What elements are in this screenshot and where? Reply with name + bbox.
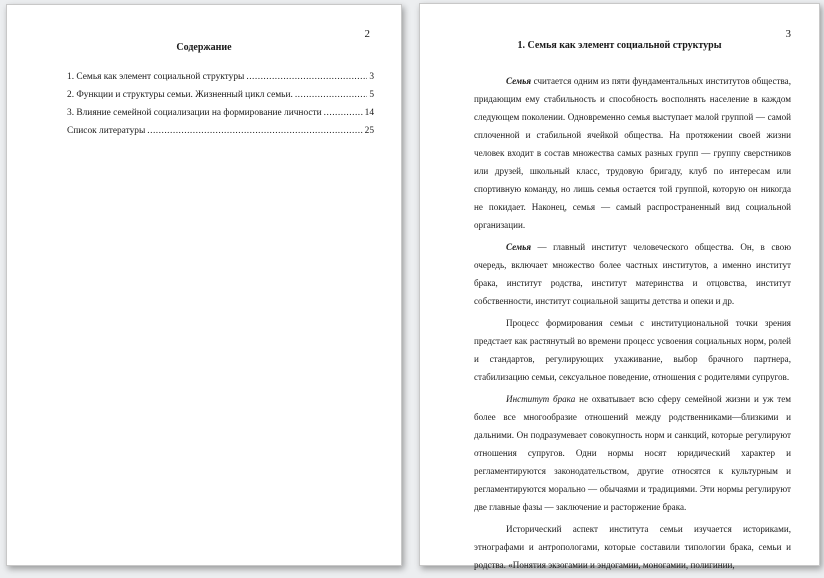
table-of-contents — [67, 72, 374, 144]
body-text — [474, 72, 791, 578]
toc-item — [67, 126, 374, 144]
toc-item-label: 2. Функции и структуры семьи. Жизненный цикл семьи. — [67, 90, 293, 100]
paragraph-text: не охватывает всю сферу семейной жизни и уж тем более все многообразие отношений между родственниками—близкими и дальними. Он подразумевает совокупность норм и санкций, которые регулируют отношения супругов. Одни нормы носят юридический характер и регламентируются законодательством, другие относятся к культурным и регламентируются морально — обычаями и традициями. Эти нормы регулируют две главные фазы — заключение и расторжение брака. — [474, 394, 791, 512]
toc-title: Содержание — [176, 42, 232, 53]
paragraph — [474, 390, 791, 516]
toc-leader-dots — [147, 126, 362, 136]
toc-item-label: 1. Семья как элемент социальной структуры — [67, 72, 245, 82]
toc-item-page: 14 — [364, 108, 374, 118]
toc-leader-dots — [295, 90, 368, 100]
toc-leader-dots — [246, 72, 367, 82]
paragraph — [474, 314, 791, 386]
toc-item — [67, 72, 374, 90]
toc-item-page: 25 — [364, 126, 374, 136]
toc-item — [67, 108, 374, 126]
paragraph-text: Исторический аспект института семьи изучается историками, этнографами и антропологами, которые составили типологии брака, семьи и родства. «Понятия экзогамии и эндогамии, моногамии, полигинии, — [474, 524, 791, 570]
paragraph — [474, 520, 791, 574]
page-number: 3 — [785, 28, 791, 40]
toc-item-page: 5 — [369, 90, 374, 100]
paragraph-term: Семья — [506, 76, 532, 86]
page-number: 2 — [364, 28, 370, 40]
toc-leader-dots — [324, 108, 363, 118]
paragraph — [474, 72, 791, 234]
paragraph-text: Процесс формирования семьи с институциональной точки зрения предстает как растянутый во времени процесс усвоения социальных норм, ролей и стандартов, регулирующих ухаживание, выбор брачного партнера, стабилизацию семьи, сексуальное поведение, отношения с родителями супругов. — [474, 318, 791, 382]
toc-item-page: 3 — [369, 72, 374, 82]
paragraph — [474, 238, 791, 310]
document-page-left — [6, 4, 402, 566]
document-page-right — [419, 3, 820, 570]
paragraph-text: считается одним из пяти фундаментальных институтов общества, придающим ему стабильность и способность восполнять население в каждом следующем поколении. Одновременно семья выступает малой группой — самой сплоченной и стабильной ячейкой общества. На протяжении своей жизни человек входит в состав множества самых разных групп — группу сверстников или друзей, школьный класс, трудовую бригаду, клуб по интересам или спортивную команду, но лишь семья остается той группой, которую он никогда не покидает. Наконец, семья — самый распространенный вид социальной организации. — [474, 76, 791, 230]
paragraph-term: Семья — [506, 242, 532, 252]
toc-item-label: Список литературы — [67, 126, 146, 136]
chapter-title: 1. Семья как элемент социальной структуры — [517, 40, 722, 51]
toc-item-label: 3. Влияние семейной социализации на формирование личности — [67, 108, 322, 118]
paragraph-term: Институт брака — [506, 394, 576, 404]
toc-item — [67, 90, 374, 108]
paragraph-text: — главный институт человеческого общества. Он, в свою очередь, включает множество более частных институтов, а именно институт брака, институт родства, институт материнства и отцовства, институт собственности, институт социальной защиты детства и опеки и др. — [474, 242, 791, 306]
